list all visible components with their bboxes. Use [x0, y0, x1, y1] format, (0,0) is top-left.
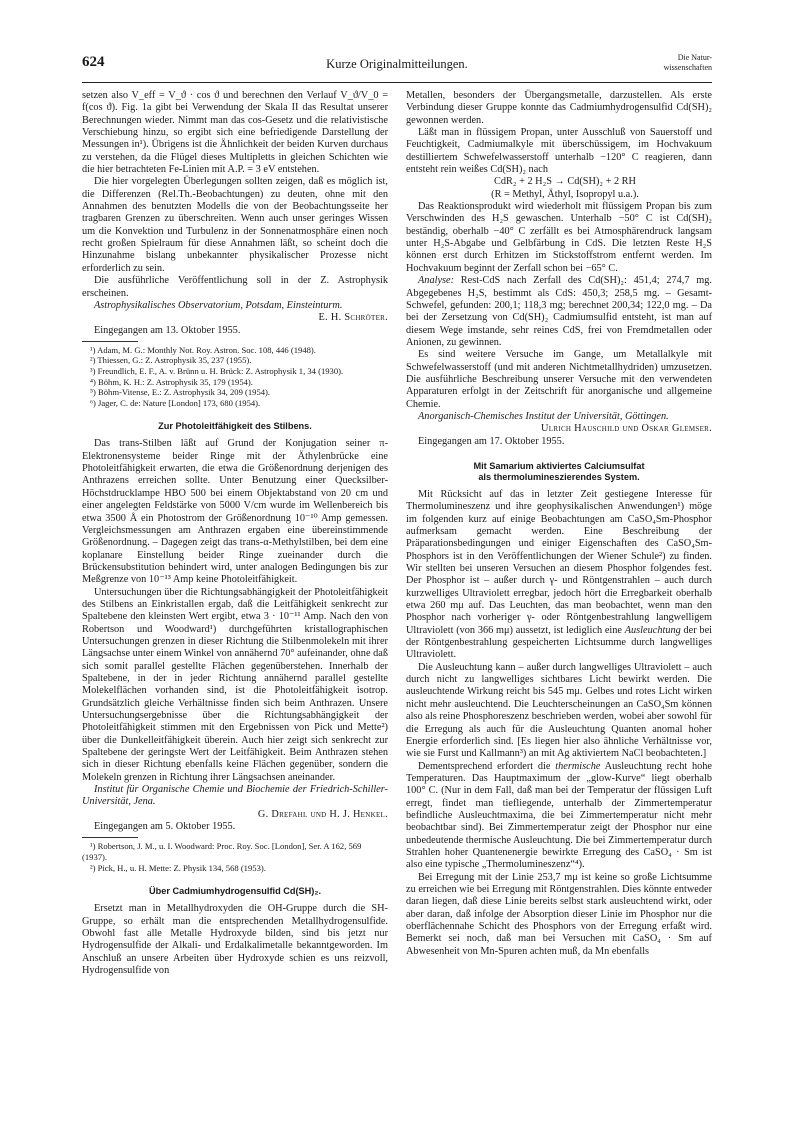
paragraph: Das Reaktionsprodukt wird wiederholt mit flüssigem Propan bis zum Verschwinden des H₂S gewaschen. Unterhalb −50° C ist Cd(SH)₂ beständig, oberhalb −40° C zerfällt es bei Atmosphärendruck langsam unter H₂S-Abgabe und Gelbfärbung in CdS. Die letzten Reste H₂S können erst durch Erhitzen im Stickstoffstrom entfernt werden. Im Hochvakuum beginnt der Zerfall schon bei −65° C. [406, 201, 712, 274]
page-number: 624 [82, 54, 105, 70]
author: Ulrich Hauschild und Oskar Glemser. [541, 423, 712, 435]
section-heading-line1: Mit Samarium aktiviertes Calciumsulfat [473, 460, 645, 471]
reaction-equation: CdR₂ + 2 H₂S → Cd(SH)₂ + 2 RH [494, 176, 636, 188]
paragraph: Läßt man in flüssigem Propan, unter Ausschluß von Sauerstoff und Feuchtigkeit, Cadmiumalkyle mit überschüssigem, im Hochvakuum destilliertem Schwefelwasserstoff unterhalb −120° C reagieren, dann entsteht rein weißes Cd(SH)₂ nach [406, 127, 712, 176]
paragraph: Metallen, besonders der Übergangsmetalle, darzustellen. Als erste Verbindung dieser Gruppe konnte das Cadmiumhydrogensulfid Cd(SH)₂ gewonnen werden. [406, 90, 712, 126]
section-heading-text: Über Cadmiumhydrogensulfid Cd(SH)₂. [148, 886, 321, 897]
analysis-text: Rest-CdS nach Zerfall des Cd(SH)₂: 451,4; 274,7 mg. Abgegebenes H₂S, bestimmt als CdS: 450,3; 258,5 mg. – Gesamt-Schwefel, gefunden: 200,1; 118,3 mg; berechnet 200,34; 122,0 mg. – Da bei der Zersetzung von Cd(SH)₂ Cadmiumsulfid entsteht, ist man auf diesem Wege imstande, sehr reines CdS, frei von Fremdmetallen oder Anionen, zu gewinnen. [406, 275, 712, 348]
text-run: Dementsprechend erfordert die [418, 760, 556, 772]
left-column [82, 90, 388, 977]
text-run: Mit Rücksicht auf das in letzter Zeit gestiegene Interesse für Thermolumineszenz und ihre geophysikalischen Anwendungen¹) möge im folgenden kurz auf einige Beobachtungen am CaSO₄Sm-Phosphor aufmerksam gemacht werden. Eine Beschreibung der Präparationsbedingungen und einiger Eigenschaften des CaSO₄Sm-Phosphors ist in den Veröffentlichungen der Wiener Schule²) zu finden. Wir stellten bei unseren Versuchen an diesem Phosphor folgendes fest. Der Phosphor ist – außer durch γ- und Röntgenstrahlen – auch durch kurzwelliges Ultraviolett erregbar, jedoch hört die Erregbarkeit oberhalb etwa 260 mμ auf. Das Leuchten, das man beobachtet, wenn man den Phosphor nach vorheriger γ- oder Röntgenbestrahlung langwelligem Ultraviolett (von 366 mμ) aussetzt, ist lediglich eine [406, 488, 712, 636]
section-heading [406, 461, 712, 483]
paragraph: Das trans-Stilben läßt auf Grund der Konjugation seiner π-Elektronensysteme beider Ringe mit der Äthylenbrücke eine Photoleitfähigkeit erwarten, die etwa die Größenordnung derjenigen des Anthrazens erreichen sollte. Unter Benutzung einer Quecksilber-Höchstdrucklampe HBO 500 bei einem Objektabstand von 20 cm und einer angelegten Feldstärke von 5000 V/cm wurde im Wellenbereich bis etwa 3500 Å ein Photostrom der Größenordnung 10⁻¹⁰ Amp gemessen. Vergleichsmessungen am Anthrazen ergaben eine übereinstimmende Größenordnung. – Dagegen zeigt das trans-α-Methylstilben, bei dem eine koplanare Einstellung beider Ringe zueinander durch die Brückensubstitution behindert wird, unter analogen Bedingungen bis zur Meßgrenze von 10⁻¹³ Amp keine Photoleitfähigkeit. [82, 438, 388, 586]
author: E. H. Schröter. [318, 312, 388, 324]
right-column [406, 90, 712, 958]
journal-name-line1: Die Natur- [677, 53, 712, 62]
section-heading [82, 886, 388, 897]
section-heading-line2: als thermolumineszierendes System. [478, 471, 640, 482]
footnotes [82, 841, 388, 873]
received-date: Eingegangen am 17. Oktober 1955. [418, 435, 565, 447]
institution: Institut für Organische Chemie und Biochemie der Friedrich-Schiller-Universität, Jena. [82, 784, 388, 808]
paragraph: Bei Erregung mit der Linie 253,7 mμ ist keine so große Lichtsumme zu erreichen wie bei Erregung mit Röntgenstrahlen. Dies könnte entweder daran liegen, daß diese Linie bereits selbst stark ausleuchtend wirkt, oder aber daran, daß infolge der Absorption dieser Linie im Phosphor nur die oberflächennahe Schicht des Phosphors von der Erregung erfaßt wird. Bemerkt sei noch, daß man bei Versuchen mit CaSO₄ · Sm auf Abwesenheit von Mn-Spuren achten muß, da Mn ebenfalls [406, 871, 712, 957]
emphasis: Ausleuchtung [624, 624, 681, 636]
paragraph: Die Ausleuchtung kann – außer durch langwelliges Ultraviolett – auch durch nicht zu langwelliges sichtbares Licht bewirkt werden. Die ausleuchtende Wirkung reicht bis 545 mμ. Gelbes und rotes Licht wirken nicht mehr ausleuchtend. Die Leuchterscheinungen an CaSO₄Sm können also als reine Phosphoreszenz beschrieben werden, wobei aber sowohl für die Erregung als auch für die Ausleuchtung Quanten anomal hoher Energie erforderlich sind. [Es liegen hier also ähnliche Verhältnisse vor, wie sie Furst und Kallmann³) an mit Ag aktiviertem NaCl beobachteten.] [406, 661, 712, 760]
paragraph: Untersuchungen über die Richtungsabhängigkeit der Photoleitfähigkeit des Stilbens an Einkristallen ergab, daß die Leitfähigkeit senkrecht zur Spaltebene den kleinsten Wert ergibt, etwa 3 · 10⁻¹¹ Amp. Nach den von Robertson und Woodward¹) durchgeführten kristallographischen Untersuchungen grenzen in dieser Richtung die Stilbenmolekeln mit ihrer Längsachse unter einem Winkel von annähernd 70° aufeinander, ohne daß sich somit parallel gestellte Flächen gegenüberstehen. Innerhalb der Spaltebene, in der in jeder Richtung annähernd parallel gestellte Molekelflächen vorhanden sind, ist die Photoleitfähigkeit isotrop. Grundsätzlich gleiche Verhältnisse finden sich beim Anthrazen. Unsere Untersuchungsergebnisse über die Richtungsabhängigkeit der Photoleitfähigkeit stimmen mit den Ergebnissen von Pick und Mette²) über die Dunkelleitfähigkeit überein. Auch hier zeigt sich senkrecht zur Spaltebene der geringste Wert der Leitfähigkeit. Beim Anthrazen stehen sich in dieser Richtung ebenfalls keine Flächen gegenüber, sondern die Molekeln grenzen in Richtung ihrer Längsachsen aneinander. [82, 586, 388, 783]
paragraph: setzen also V_eff = V_ϑ · cos ϑ und berechnen den Verlauf V_ϑ/V_0 = f(cos ϑ). Fig. 1a gibt bei Verwendung der Skala II das Resultat unserer Berechnungen wieder. Nimmt man das cos-Gesetz und die relativistische Verschiebung hinzu, so ergibt sich eine befriedigende Darstellung der Messungen in¹). Übrigens ist die Ähnlichkeit der beiden Kurven durchaus zu verstehen, da die Flügel dieses Multipletts in gleichen Schichten wie die hier betrachteten Fe-Linien mit A.P. = 3 eV entstehen. [82, 90, 388, 176]
page-header [82, 52, 712, 83]
text-run: Ausleuchtung recht hohe Temperaturen. Das Hauptmaximum der „glow-Kurve“ liegt oberhalb 100° C. (Nur in dem Fall, daß man bei der Temperatur der flüssigen Luft erregt, findet man tiefliegende, unterhalb der Zimmertemperatur befindliche Ausleuchtmaxima, die bei Zimmertemperatur nicht mehr beobachtbar sind). Bei Zimmertemperatur zeigt der Phosphor nur eine unbedeutende thermische Ausleuchtung. Die bei Zimmertemperatur durch Strahlen hoher Quantenenergie bewirkte Erregung des CaSO₄ · Sm ist also eine typische „Thermolumineszenz“⁴). [406, 760, 712, 871]
footnote: ⁵) Böhm-Vitense, E.: Z. Astrophysik 34, 209 (1954). [90, 387, 271, 398]
section-heading [82, 421, 388, 432]
footnote: ³) Freundlich, E. F., A. v. Brünn u. H. Brück: Z. Astrophysik 1, 34 (1930). [90, 366, 344, 377]
footnote: ⁴) Böhm, K. H.: Z. Astrophysik 35, 179 (1954). [90, 376, 253, 387]
paragraph: Ersetzt man in Metallhydroxyden die OH-Gruppe durch die SH-Gruppe, so erhält man die entsprechenden Metallhydrogensulfide. Obwohl fast alle Metalle Hydroxyde bilden, sind bis jetzt nur Hydrogensulfide der Alkali- und Erdalkalimetalle bekanntgeworden. Im Anschluß an unsere Arbeiten über Hydroxyde schien es uns reizvoll, Hydrogensulfide von [82, 903, 388, 976]
paragraph: Die hier vorgelegten Überlegungen sollten zeigen, daß es möglich ist, die Differenzen (Rel.Th.-Beobachtungen) zu deuten, ohne mit den Annahmen des benutzten Modells die von der Beobachtungsseite her tragbaren Grenzen zu überschreiten. Wenn auch unser geringes Wissen um die Konvektion und Turbulenz in der Sonnenatmosphäre einen noch recht großen Spielraum für diese Annahmen läßt, so scheint doch die Hinzunahme bislang unbekannter physikalischer Prozesse nicht erforderlich zu sein. [82, 176, 388, 274]
footnotes [82, 345, 388, 409]
emphasis: thermische [555, 760, 601, 772]
footnote: ²) Pick, H., u. H. Mette: Z. Physik 134, 568 (1953). [90, 862, 266, 873]
footnote-rule [82, 837, 138, 838]
footnote: ¹) Adam, M. G.: Monthly Not. Roy. Astron. Soc. 108, 446 (1948). [90, 344, 316, 355]
received-date: Eingegangen am 5. Oktober 1955. [94, 821, 236, 833]
author: G. Drefahl und H. J. Henkel. [257, 808, 388, 820]
journal-name-line2: wissenschaften [663, 63, 712, 72]
paragraph: Die ausführliche Veröffentlichung soll in der Z. Astrophysik erscheinen. [82, 275, 388, 299]
footnote: ⁶) Jager, C. de: Nature [London] 173, 680 (1954). [90, 397, 261, 408]
footnote: ²) Thiessen, G.: Z. Astrophysik 35, 237 (1955). [90, 355, 252, 366]
paragraph: Es sind weitere Versuche im Gange, um Metallalkyle mit Schwefelwasserstoff (und mit anderen Nichtmetallhydriden) umzusetzen. Die ausführliche Beschreibung unserer Versuche mit den verwendeten Apparaturen erfolgt in der Zeitschrift für anorganische und allgemeine Chemie. [406, 349, 712, 410]
institution: Astrophysikalisches Observatorium, Potsdam, Einsteinturm. [94, 299, 343, 311]
running-title: Kurze Originalmitteilungen. [326, 57, 468, 71]
institution: Anorganisch-Chemisches Institut der Universität, Göttingen. [418, 410, 669, 422]
paragraph [406, 489, 712, 662]
footnote-rule [82, 341, 138, 342]
received-date: Eingegangen am 13. Oktober 1955. [94, 324, 241, 336]
journal-name [664, 53, 712, 73]
reaction-note: (R = Methyl, Äthyl, Isopropyl u.a.). [491, 188, 639, 200]
section-heading-text: Zur Photoleitfähigkeit des Stilbens. [158, 421, 312, 432]
analysis-label: Analyse: [418, 275, 455, 287]
footnote: ¹) Robertson, J. M., u. I. Woodward: Proc. Roy. Soc. [London], Ser. A 162, 569 (1937). [82, 841, 362, 863]
text-run: der bei der Röntgenbestrahlung gespeicherten Lichtsumme durch langwelliges Ultraviolett. [406, 624, 712, 661]
paragraph [406, 275, 712, 349]
paragraph [406, 761, 712, 872]
